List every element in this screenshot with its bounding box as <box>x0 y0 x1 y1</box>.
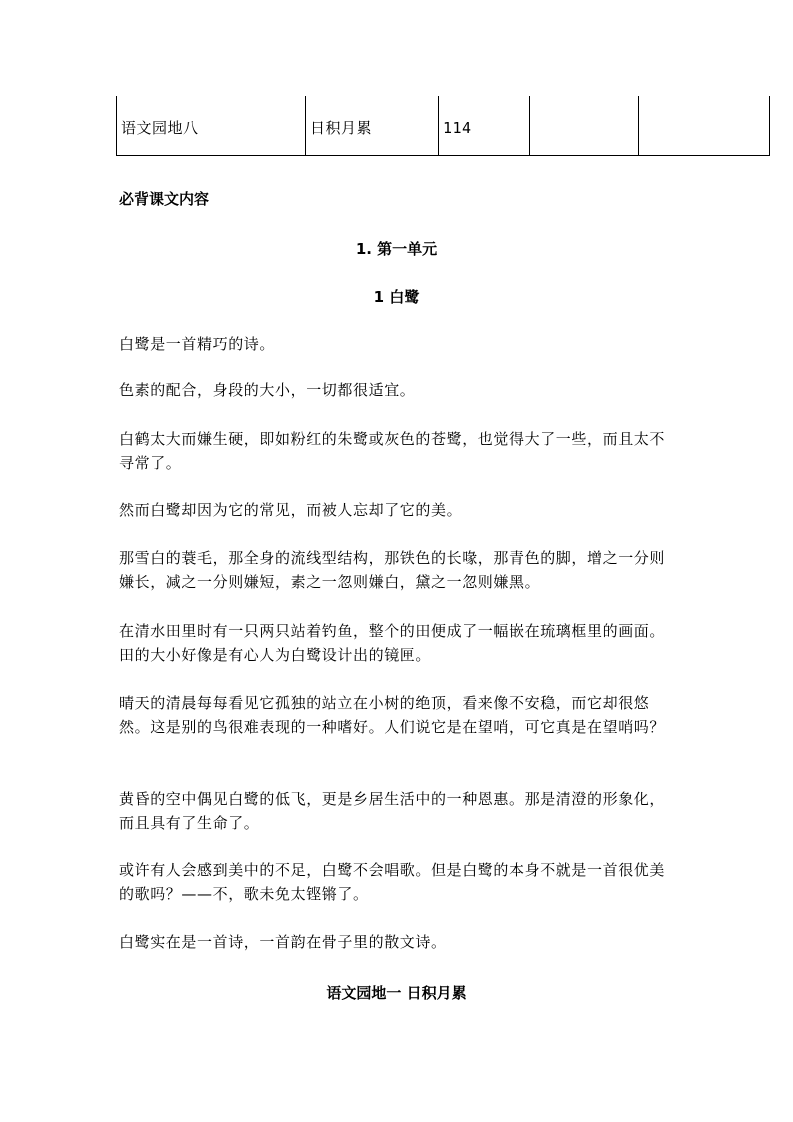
paragraph: 色素的配合，身段的大小，一切都很适宜。 <box>119 381 416 399</box>
lesson-heading: 1 白鹭 <box>373 288 420 306</box>
table-row <box>116 96 770 156</box>
table-cell-page: 114 <box>439 96 530 155</box>
garden-heading: 语文园地一 日积月累 <box>326 984 467 1002</box>
paragraph: 晴天的清晨每每看见它孤独的站立在小树的绝顶，看来像不安稳，而它却很悠然。这是别的鸟很难表现的一种嗜好。人们说它是在望哨，可它真是在望哨吗？ <box>119 694 666 736</box>
table-cell-empty-1 <box>530 96 639 155</box>
paragraph: 然而白鹭却因为它的常见，而被人忘却了它的美。 <box>119 501 463 519</box>
paragraph: 白鹭是一首精巧的诗。 <box>119 335 276 353</box>
paragraph: 在清水田里时有一只两只站着钓鱼，整个的田便成了一幅嵌在琉璃框里的画面。田的大小好像是有心人为白鹭设计出的镜匣。 <box>119 622 666 664</box>
paragraph: 那雪白的蓑毛，那全身的流线型结构，那铁色的长喙，那青色的脚，增之一分则嫌长，减之一分则嫌短，素之一忽则嫌白，黛之一忽则嫌黑。 <box>119 549 666 591</box>
paragraph: 白鹤太大而嫌生硬，即如粉红的朱鹭或灰色的苍鹭，也觉得大了一些，而且太不寻常了。 <box>119 430 666 472</box>
paragraph: 或许有人会感到美中的不足，白鹭不会唱歌。但是白鹭的本身不就是一首很优美的歌吗？——不，歌未免太铿锵了。 <box>119 861 666 903</box>
paragraph: 黄昏的空中偶见白鹭的低飞，更是乡居生活中的一种恩惠。那是清澄的形象化，而且具有了生命了。 <box>119 790 666 832</box>
table-cell-unit: 语文园地八 <box>117 96 306 155</box>
section-title: 必背课文内容 <box>119 190 210 208</box>
paragraph: 白鹭实在是一首诗，一首韵在骨子里的散文诗。 <box>119 933 447 951</box>
table-cell-item: 日积月累 <box>306 96 439 155</box>
table-cell-empty-2 <box>639 96 769 155</box>
unit-heading: 1. 第一单元 <box>355 240 438 258</box>
